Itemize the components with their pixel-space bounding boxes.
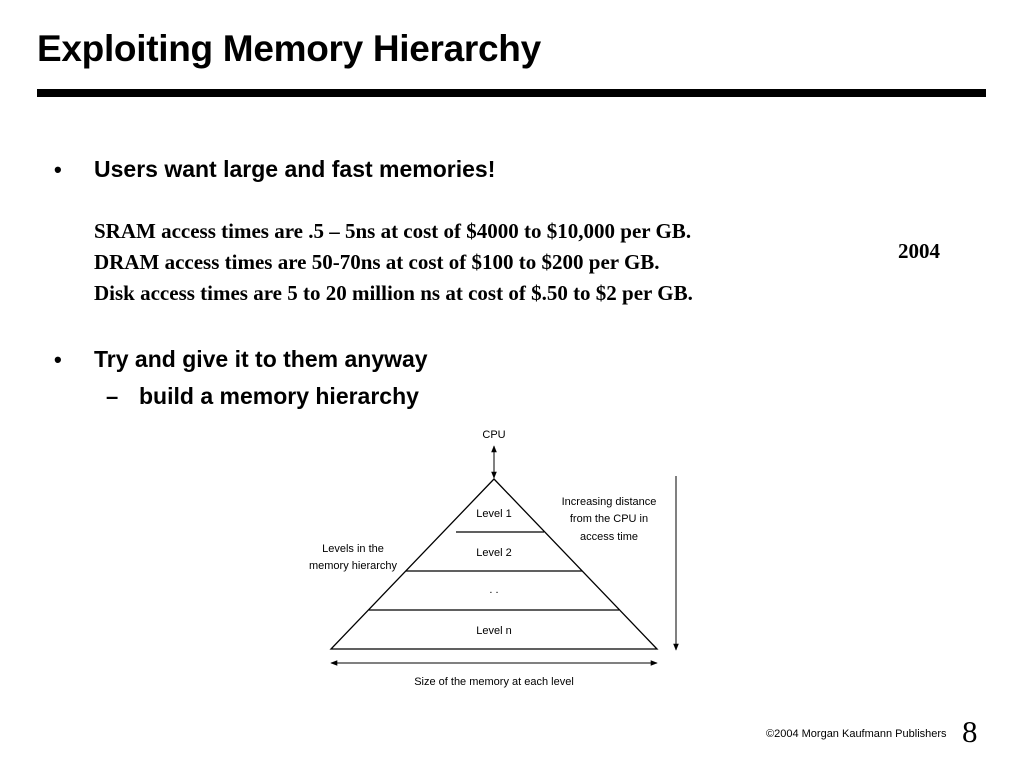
disk-line: Disk access times are 5 to 20 million ns at cost of $.50 to $2 per GB. [94,281,693,305]
level-n-label: Level n [476,625,512,637]
levels-label-line-1: Levels in the [322,543,384,555]
dash-marker: – [106,384,119,409]
bullet-users-want: Users want large and fast memories! [94,156,496,182]
levels-label-line-2: memory hierarchy [308,560,398,572]
level-ellipsis-label: . . [489,584,499,596]
distance-label-line-2: from the CPU in [569,513,649,525]
level-2-label: Level 2 [476,547,512,559]
bullet-marker-1: • [54,157,62,182]
cpu-label: CPU [482,429,506,441]
dram-line: DRAM access times are 50-70ns at cost of $100 to $200 per GB. [94,250,660,274]
year-label: 2004 [898,239,940,263]
distance-label-line-1: Increasing distance [561,496,657,508]
bullet-try-anyway: Try and give it to them anyway [94,346,428,372]
level-1-label: Level 1 [476,508,512,520]
copyright-footer: ©2004 Morgan Kaufmann Publishers [766,728,947,740]
sram-line: SRAM access times are .5 – 5ns at cost of $4000 to $10,000 per GB. [94,219,692,243]
size-label: Size of the memory at each level [414,676,574,688]
slide-title: Exploiting Memory Hierarchy [37,28,541,69]
page-number: 8 [962,714,978,749]
distance-label-line-3: access time [579,531,639,543]
bullet-marker-2: • [54,347,62,372]
sub-bullet-build-hierarchy: build a memory hierarchy [139,383,419,409]
